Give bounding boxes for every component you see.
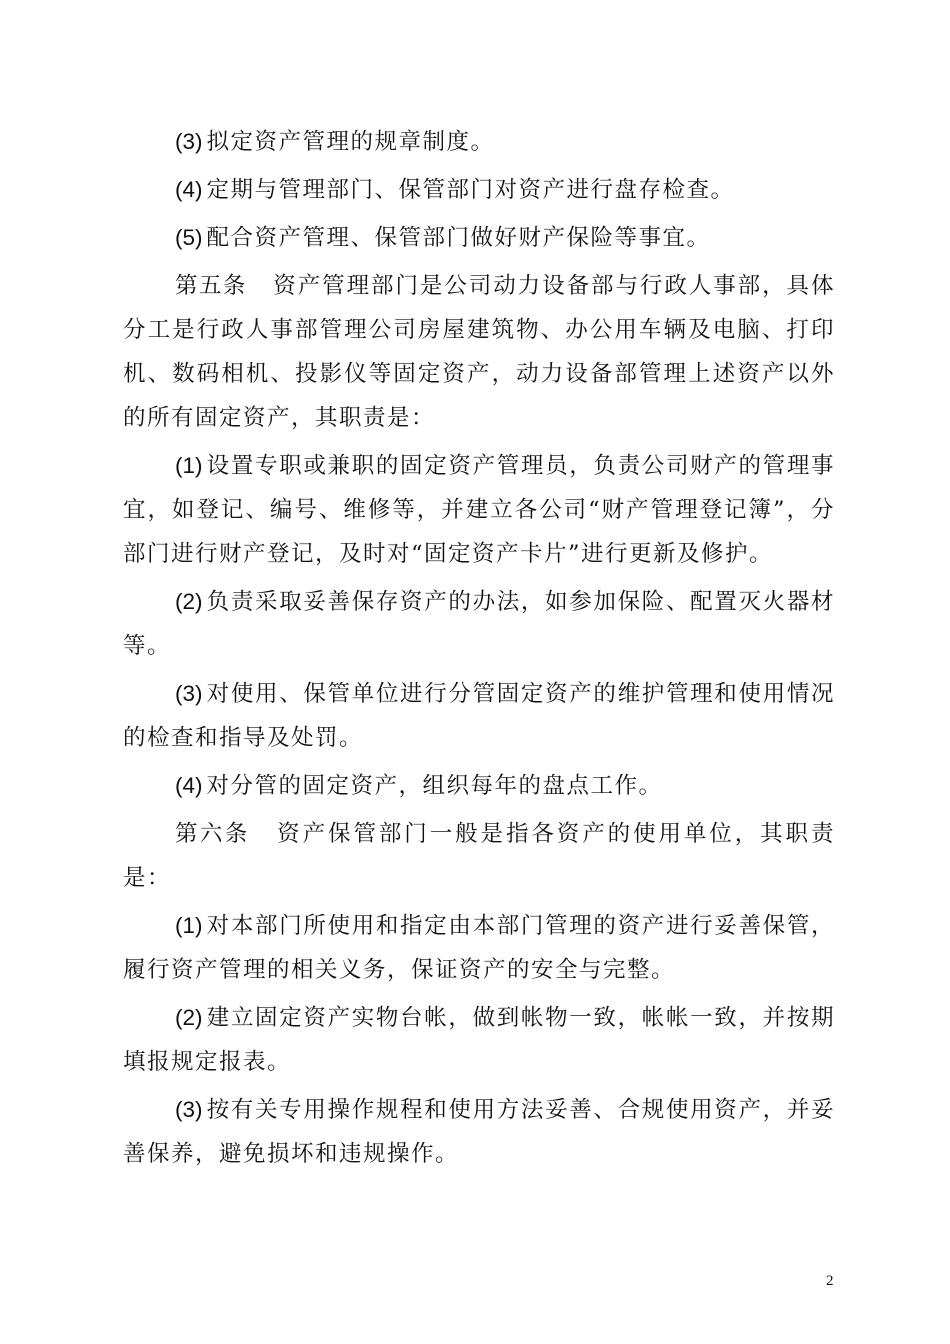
item-text: 负责采取妥善保存资产的办法，如参加保险、配置灭火器材等。 bbox=[123, 589, 835, 659]
item-text: 对使用、保管单位进行分管固定资产的维护管理和使用情况的检查和指导及处罚。 bbox=[123, 681, 835, 751]
list-item bbox=[123, 120, 835, 164]
item-text: 定期与管理部门、保管部门对资产进行盘存检查。 bbox=[206, 177, 735, 203]
item-number: (2) bbox=[175, 589, 203, 614]
article-paragraph bbox=[123, 264, 835, 440]
list-item bbox=[123, 444, 835, 576]
list-item bbox=[123, 672, 835, 760]
list-item bbox=[123, 764, 835, 808]
item-number: (1) bbox=[175, 913, 203, 938]
item-number: (3) bbox=[175, 129, 203, 154]
item-text: 对分管的固定资产，组织每年的盘点工作。 bbox=[206, 773, 663, 799]
item-text: 对本部门所使用和指定由本部门管理的资产进行妥善保管，履行资产管理的相关义务，保证资产的安全与完整。 bbox=[123, 913, 835, 983]
document-body bbox=[123, 120, 835, 1180]
article-paragraph bbox=[123, 812, 835, 900]
list-item bbox=[123, 580, 835, 668]
list-item bbox=[123, 168, 835, 212]
list-item bbox=[123, 904, 835, 992]
item-number: (2) bbox=[175, 1005, 203, 1030]
list-item bbox=[123, 1088, 835, 1176]
item-number: (1) bbox=[175, 453, 203, 478]
item-number: (4) bbox=[175, 773, 203, 798]
article-text: 资产保管部门一般是指各资产的使用单位，其职责是： bbox=[123, 821, 835, 891]
list-item bbox=[123, 216, 835, 260]
page-number: 2 bbox=[826, 1273, 834, 1289]
item-number: (3) bbox=[175, 1097, 203, 1122]
item-text: 建立固定资产实物台帐，做到帐物一致，帐帐一致，并按期填报规定报表。 bbox=[123, 1005, 835, 1075]
list-item bbox=[123, 996, 835, 1084]
item-text: 设置专职或兼职的固定资产管理员，负责公司财产的管理事宜，如登记、编号、维修等，并建立各公司“财产管理登记簿”，分部门进行财产登记，及时对“固定资产卡片”进行更新及修护。 bbox=[123, 453, 835, 567]
item-text: 拟定资产管理的规章制度。 bbox=[206, 129, 495, 155]
article-heading: 第五条 bbox=[175, 273, 247, 299]
item-text: 配合资产管理、保管部门做好财产保险等事宜。 bbox=[206, 225, 711, 251]
item-number: (3) bbox=[175, 681, 203, 706]
item-number: (4) bbox=[175, 177, 203, 202]
article-text: 资产管理部门是公司动力设备部与行政人事部，具体分工是行政人事部管理公司房屋建筑物、办公用车辆及电脑、打印机、数码相机、投影仪等固定资产，动力设备部管理上述资产以外的所有固定资产，其职责是： bbox=[123, 273, 835, 431]
article-heading: 第六条 bbox=[175, 821, 250, 847]
item-number: (5) bbox=[175, 225, 203, 250]
item-text: 按有关专用操作规程和使用方法妥善、合规使用资产，并妥善保养，避免损坏和违规操作。 bbox=[123, 1097, 835, 1167]
